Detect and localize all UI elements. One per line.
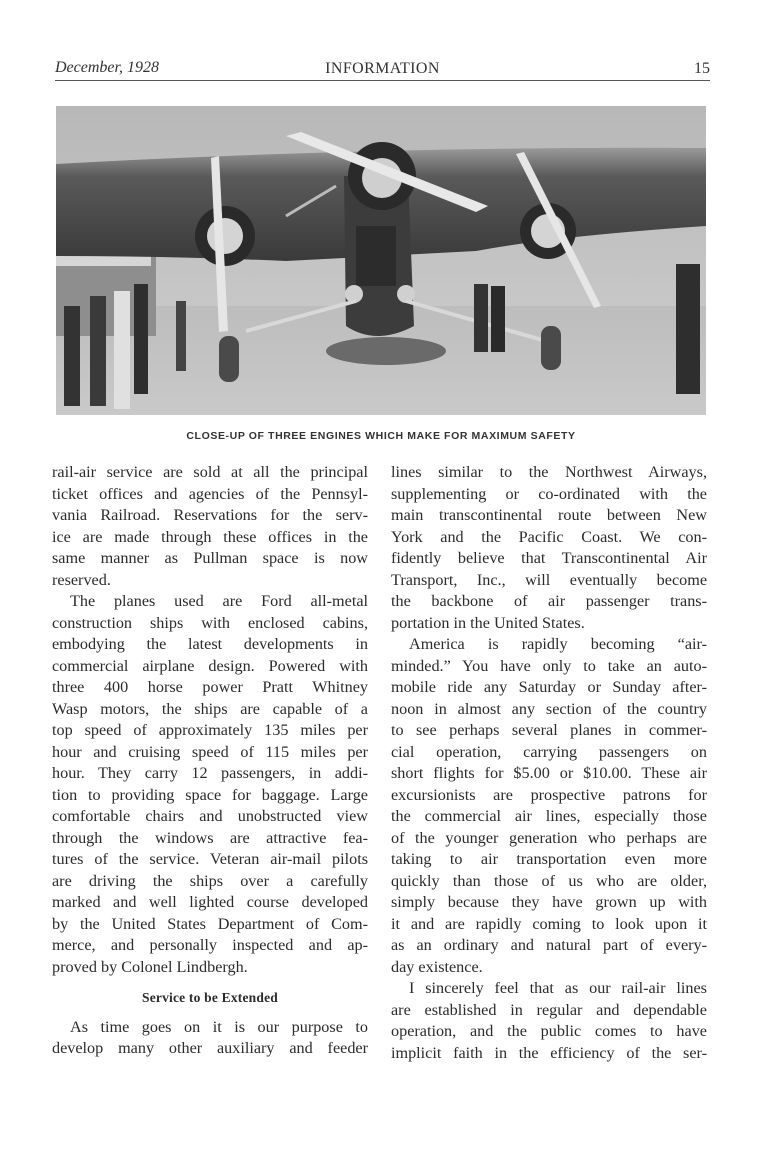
left-column — [52, 462, 368, 1060]
text-line: comfortable chairs and unobstructed view — [52, 807, 368, 825]
text-line: mobile ride any Saturday or Sunday after- — [391, 678, 707, 696]
text-line: commercial airplane design. Powered with — [52, 656, 368, 675]
text-line: noon in almost any section of the country — [391, 699, 707, 718]
photo-caption: CLOSE-UP OF THREE ENGINES WHICH MAKE FOR MAXIMUM SAFETY — [186, 430, 576, 442]
text-line: it and are rapidly coming to look upon it — [391, 914, 707, 933]
text-line: minded.” You have only to take an auto- — [391, 656, 707, 675]
page-number: 15 — [694, 60, 710, 77]
text-line: same manner as Pullman space is now — [52, 549, 368, 567]
text-line: ice are made through these offices in the — [52, 527, 368, 546]
text-line: marked and well lighted course developed — [52, 893, 368, 911]
text-line: ticket offices and agencies of the Pennsyl- — [52, 484, 368, 503]
text-line: hour and cruising speed of 115 miles per — [52, 742, 368, 761]
paragraph — [391, 978, 707, 1064]
airplane-photo — [56, 106, 706, 415]
text-line: develop many other auxiliary and feeder — [52, 1039, 368, 1057]
text-line: taking to air transportation even more — [391, 850, 707, 868]
text-line: day existence. — [391, 957, 483, 976]
text-line: short flights for $5.00 or $10.00. These air — [391, 764, 707, 782]
text-line: As time goes on it is our purpose to — [70, 1017, 368, 1036]
text-line: hour. They carry 12 passengers, in addi- — [52, 764, 368, 782]
text-line: America is rapidly becoming “air- — [409, 635, 707, 653]
paragraph — [391, 634, 707, 978]
paragraph — [52, 591, 368, 978]
text-line: by the United States Department of Com- — [52, 914, 368, 933]
text-line: fidently believe that Transcontinental Air — [391, 549, 707, 567]
text-line: portation in the United States. — [391, 613, 585, 632]
paragraph — [52, 1017, 368, 1060]
text-line: excursionists are prospective patrons for — [391, 785, 707, 804]
text-line: the commercial air lines, especially those — [391, 807, 707, 825]
text-line: the backbone of air passenger trans- — [391, 592, 707, 610]
right-column — [391, 462, 707, 1064]
text-line: to see perhaps several planes in commer- — [391, 721, 707, 739]
text-line: are driving the ships over a carefully — [52, 871, 368, 890]
text-line: quickly than those of us who are older, — [391, 871, 707, 890]
section-subheading: Service to be Extended — [141, 990, 278, 1005]
text-line: main transcontinental route between New — [391, 506, 707, 524]
text-line: supplementing or co-ordinated with the — [391, 484, 707, 503]
text-line: embodying the latest developments in — [52, 635, 368, 653]
text-line: are established in regular and dependable — [391, 1000, 707, 1019]
text-line: through the windows are attractive fea- — [52, 828, 368, 847]
text-line: I sincerely feel that as our rail-air lines — [409, 979, 707, 997]
issue-date: December, 1928 — [55, 59, 159, 76]
text-line: cial operation, carrying passengers on — [391, 742, 707, 761]
text-line: The planes used are Ford all-metal — [70, 592, 368, 610]
text-line: proved by Colonel Lindbergh. — [52, 957, 248, 976]
text-line: tion to providing space for baggage. Large — [52, 785, 368, 804]
text-line: as an ordinary and natural part of every- — [391, 936, 707, 954]
text-line: York and the Pacific Coast. We con- — [391, 527, 707, 546]
text-line: three 400 horse power Pratt Whitney — [52, 678, 368, 696]
text-line: vania Railroad. Reservations for the serv- — [52, 506, 368, 524]
text-line: rail-air service are sold at all the principal — [52, 463, 368, 481]
text-line: Transport, Inc., will eventually become — [391, 570, 707, 589]
text-line: simply because they have grown up with — [391, 893, 707, 911]
text-line: of the younger generation who perhaps are — [391, 828, 707, 847]
text-line: tures of the service. Veteran air-mail pilots — [52, 850, 368, 868]
running-header — [55, 58, 710, 81]
text-line: merce, and personally inspected and ap- — [52, 936, 368, 954]
paragraph — [391, 462, 707, 634]
paragraph — [52, 462, 368, 591]
text-line: construction ships with enclosed cabins, — [52, 613, 368, 632]
text-line: top speed of approximately 135 miles per — [52, 721, 368, 739]
text-line: lines similar to the Northwest Airways, — [391, 463, 707, 481]
text-line: operation, and the public comes to have — [391, 1022, 707, 1040]
text-line: reserved. — [52, 570, 111, 589]
publication-title: INFORMATION — [325, 60, 440, 77]
text-line: Wasp motors, the ships are capable of a — [52, 699, 368, 718]
text-line: implicit faith in the efficiency of the ser- — [391, 1043, 707, 1062]
